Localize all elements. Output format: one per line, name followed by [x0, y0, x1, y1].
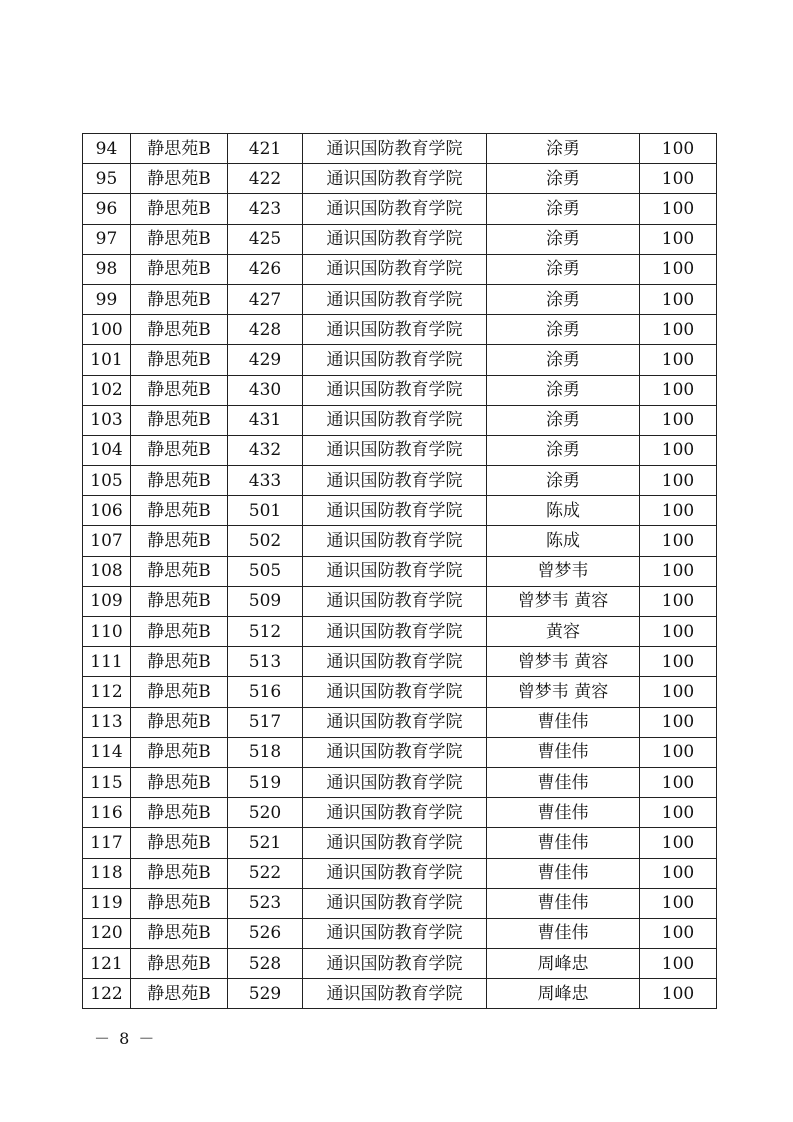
table-row: [83, 164, 717, 194]
advisor-cell: 涂勇: [487, 466, 640, 496]
college-cell: 通识国防教育学院: [303, 405, 487, 435]
row-number-cell: 100: [83, 315, 131, 345]
page-number: － 8 －: [94, 1029, 157, 1048]
table-row: [83, 617, 717, 647]
advisor-cell: 涂勇: [487, 315, 640, 345]
room-number-cell: 426: [228, 254, 303, 284]
building-cell: 静思苑B: [131, 435, 228, 465]
row-number-cell: 99: [83, 284, 131, 314]
advisor-cell: 周峰忠: [487, 949, 640, 979]
advisor-cell: 涂勇: [487, 375, 640, 405]
row-number-cell: 111: [83, 647, 131, 677]
room-number-cell: 528: [228, 949, 303, 979]
advisor-cell: 曾梦韦: [487, 556, 640, 586]
table-row: [83, 798, 717, 828]
advisor-cell: 曾梦韦 黄容: [487, 647, 640, 677]
row-number-cell: 104: [83, 435, 131, 465]
score-cell: 100: [640, 254, 717, 284]
building-cell: 静思苑B: [131, 586, 228, 616]
row-number-cell: 102: [83, 375, 131, 405]
college-cell: 通识国防教育学院: [303, 737, 487, 767]
room-number-cell: 502: [228, 526, 303, 556]
score-cell: 100: [640, 707, 717, 737]
college-cell: 通识国防教育学院: [303, 254, 487, 284]
score-cell: 100: [640, 315, 717, 345]
score-cell: 100: [640, 767, 717, 797]
advisor-cell: 涂勇: [487, 134, 640, 164]
college-cell: 通识国防教育学院: [303, 556, 487, 586]
row-number-cell: 96: [83, 194, 131, 224]
building-cell: 静思苑B: [131, 134, 228, 164]
row-number-cell: 94: [83, 134, 131, 164]
advisor-cell: 涂勇: [487, 405, 640, 435]
table-row: [83, 647, 717, 677]
building-cell: 静思苑B: [131, 405, 228, 435]
room-number-cell: 512: [228, 617, 303, 647]
row-number-cell: 110: [83, 617, 131, 647]
room-number-cell: 513: [228, 647, 303, 677]
advisor-cell: 曹佳伟: [487, 858, 640, 888]
row-number-cell: 120: [83, 918, 131, 948]
row-number-cell: 115: [83, 767, 131, 797]
room-number-cell: 429: [228, 345, 303, 375]
college-cell: 通识国防教育学院: [303, 647, 487, 677]
row-number-cell: 114: [83, 737, 131, 767]
building-cell: 静思苑B: [131, 737, 228, 767]
table-row: [83, 737, 717, 767]
advisor-cell: 周峰忠: [487, 979, 640, 1009]
college-cell: 通识国防教育学院: [303, 888, 487, 918]
advisor-cell: 涂勇: [487, 435, 640, 465]
advisor-cell: 曾梦韦 黄容: [487, 677, 640, 707]
score-cell: 100: [640, 345, 717, 375]
score-cell: 100: [640, 526, 717, 556]
score-cell: 100: [640, 435, 717, 465]
room-number-cell: 522: [228, 858, 303, 888]
table-body: [83, 134, 717, 1009]
score-cell: 100: [640, 617, 717, 647]
advisor-cell: 曹佳伟: [487, 888, 640, 918]
score-cell: 100: [640, 556, 717, 586]
building-cell: 静思苑B: [131, 828, 228, 858]
college-cell: 通识国防教育学院: [303, 918, 487, 948]
room-number-cell: 518: [228, 737, 303, 767]
college-cell: 通识国防教育学院: [303, 586, 487, 616]
college-cell: 通识国防教育学院: [303, 375, 487, 405]
room-number-cell: 516: [228, 677, 303, 707]
row-number-cell: 112: [83, 677, 131, 707]
room-number-cell: 431: [228, 405, 303, 435]
building-cell: 静思苑B: [131, 858, 228, 888]
table-row: [83, 496, 717, 526]
room-number-cell: 521: [228, 828, 303, 858]
row-number-cell: 117: [83, 828, 131, 858]
row-number-cell: 113: [83, 707, 131, 737]
row-number-cell: 107: [83, 526, 131, 556]
score-cell: 100: [640, 858, 717, 888]
score-cell: 100: [640, 949, 717, 979]
college-cell: 通识国防教育学院: [303, 134, 487, 164]
advisor-cell: 涂勇: [487, 194, 640, 224]
room-number-cell: 529: [228, 979, 303, 1009]
score-cell: 100: [640, 466, 717, 496]
college-cell: 通识国防教育学院: [303, 949, 487, 979]
building-cell: 静思苑B: [131, 798, 228, 828]
college-cell: 通识国防教育学院: [303, 466, 487, 496]
score-cell: 100: [640, 647, 717, 677]
table-row: [83, 405, 717, 435]
college-cell: 通识国防教育学院: [303, 858, 487, 888]
advisor-cell: 曹佳伟: [487, 767, 640, 797]
advisor-cell: 涂勇: [487, 284, 640, 314]
score-cell: 100: [640, 496, 717, 526]
building-cell: 静思苑B: [131, 496, 228, 526]
score-cell: 100: [640, 979, 717, 1009]
table-row: [83, 918, 717, 948]
building-cell: 静思苑B: [131, 224, 228, 254]
building-cell: 静思苑B: [131, 949, 228, 979]
college-cell: 通识国防教育学院: [303, 617, 487, 647]
row-number-cell: 122: [83, 979, 131, 1009]
room-number-cell: 501: [228, 496, 303, 526]
room-number-cell: 425: [228, 224, 303, 254]
score-cell: 100: [640, 918, 717, 948]
row-number-cell: 116: [83, 798, 131, 828]
table-row: [83, 949, 717, 979]
table-row: [83, 586, 717, 616]
table-row: [83, 194, 717, 224]
table-row: [83, 828, 717, 858]
room-number-cell: 422: [228, 164, 303, 194]
row-number-cell: 97: [83, 224, 131, 254]
college-cell: 通识国防教育学院: [303, 315, 487, 345]
college-cell: 通识国防教育学院: [303, 828, 487, 858]
row-number-cell: 95: [83, 164, 131, 194]
row-number-cell: 98: [83, 254, 131, 284]
table-row: [83, 556, 717, 586]
score-cell: 100: [640, 284, 717, 314]
table-row: [83, 315, 717, 345]
room-number-cell: 433: [228, 466, 303, 496]
table-row: [83, 526, 717, 556]
room-number-cell: 517: [228, 707, 303, 737]
building-cell: 静思苑B: [131, 526, 228, 556]
advisor-cell: 曹佳伟: [487, 707, 640, 737]
college-cell: 通识国防教育学院: [303, 707, 487, 737]
building-cell: 静思苑B: [131, 707, 228, 737]
score-cell: 100: [640, 405, 717, 435]
table-row: [83, 858, 717, 888]
room-number-cell: 505: [228, 556, 303, 586]
row-number-cell: 109: [83, 586, 131, 616]
advisor-cell: 黄容: [487, 617, 640, 647]
building-cell: 静思苑B: [131, 345, 228, 375]
room-number-cell: 432: [228, 435, 303, 465]
building-cell: 静思苑B: [131, 617, 228, 647]
college-cell: 通识国防教育学院: [303, 526, 487, 556]
table-row: [83, 707, 717, 737]
table-row: [83, 345, 717, 375]
building-cell: 静思苑B: [131, 194, 228, 224]
score-cell: 100: [640, 375, 717, 405]
room-number-cell: 520: [228, 798, 303, 828]
building-cell: 静思苑B: [131, 556, 228, 586]
row-number-cell: 121: [83, 949, 131, 979]
building-cell: 静思苑B: [131, 315, 228, 345]
score-cell: 100: [640, 798, 717, 828]
table-row: [83, 224, 717, 254]
table-row: [83, 375, 717, 405]
advisor-cell: 陈成: [487, 526, 640, 556]
table-row: [83, 435, 717, 465]
building-cell: 静思苑B: [131, 164, 228, 194]
row-number-cell: 119: [83, 888, 131, 918]
college-cell: 通识国防教育学院: [303, 284, 487, 314]
advisor-cell: 曹佳伟: [487, 798, 640, 828]
room-number-cell: 430: [228, 375, 303, 405]
advisor-cell: 涂勇: [487, 254, 640, 284]
building-cell: 静思苑B: [131, 979, 228, 1009]
room-number-cell: 427: [228, 284, 303, 314]
building-cell: 静思苑B: [131, 677, 228, 707]
college-cell: 通识国防教育学院: [303, 979, 487, 1009]
advisor-cell: 涂勇: [487, 345, 640, 375]
table-row: [83, 284, 717, 314]
building-cell: 静思苑B: [131, 284, 228, 314]
college-cell: 通识国防教育学院: [303, 194, 487, 224]
room-number-cell: 509: [228, 586, 303, 616]
building-cell: 静思苑B: [131, 767, 228, 797]
room-number-cell: 428: [228, 315, 303, 345]
room-number-cell: 421: [228, 134, 303, 164]
advisor-cell: 陈成: [487, 496, 640, 526]
table-row: [83, 979, 717, 1009]
row-number-cell: 101: [83, 345, 131, 375]
college-cell: 通识国防教育学院: [303, 496, 487, 526]
advisor-cell: 涂勇: [487, 224, 640, 254]
dormitory-score-table: [82, 133, 717, 1009]
advisor-cell: 曾梦韦 黄容: [487, 586, 640, 616]
building-cell: 静思苑B: [131, 918, 228, 948]
advisor-cell: 涂勇: [487, 164, 640, 194]
table-row: [83, 134, 717, 164]
score-cell: 100: [640, 828, 717, 858]
table-row: [83, 888, 717, 918]
row-number-cell: 105: [83, 466, 131, 496]
room-number-cell: 519: [228, 767, 303, 797]
building-cell: 静思苑B: [131, 647, 228, 677]
room-number-cell: 526: [228, 918, 303, 948]
table-row: [83, 254, 717, 284]
row-number-cell: 118: [83, 858, 131, 888]
score-cell: 100: [640, 677, 717, 707]
building-cell: 静思苑B: [131, 888, 228, 918]
college-cell: 通识国防教育学院: [303, 767, 487, 797]
table-row: [83, 767, 717, 797]
building-cell: 静思苑B: [131, 254, 228, 284]
college-cell: 通识国防教育学院: [303, 798, 487, 828]
score-cell: 100: [640, 194, 717, 224]
advisor-cell: 曹佳伟: [487, 918, 640, 948]
score-cell: 100: [640, 586, 717, 616]
college-cell: 通识国防教育学院: [303, 345, 487, 375]
score-cell: 100: [640, 737, 717, 767]
building-cell: 静思苑B: [131, 466, 228, 496]
table-row: [83, 466, 717, 496]
score-cell: 100: [640, 134, 717, 164]
room-number-cell: 423: [228, 194, 303, 224]
row-number-cell: 106: [83, 496, 131, 526]
college-cell: 通识国防教育学院: [303, 164, 487, 194]
score-cell: 100: [640, 888, 717, 918]
advisor-cell: 曹佳伟: [487, 828, 640, 858]
college-cell: 通识国防教育学院: [303, 224, 487, 254]
row-number-cell: 108: [83, 556, 131, 586]
score-cell: 100: [640, 224, 717, 254]
college-cell: 通识国防教育学院: [303, 677, 487, 707]
room-number-cell: 523: [228, 888, 303, 918]
college-cell: 通识国防教育学院: [303, 435, 487, 465]
score-cell: 100: [640, 164, 717, 194]
table-row: [83, 677, 717, 707]
row-number-cell: 103: [83, 405, 131, 435]
building-cell: 静思苑B: [131, 375, 228, 405]
advisor-cell: 曹佳伟: [487, 737, 640, 767]
